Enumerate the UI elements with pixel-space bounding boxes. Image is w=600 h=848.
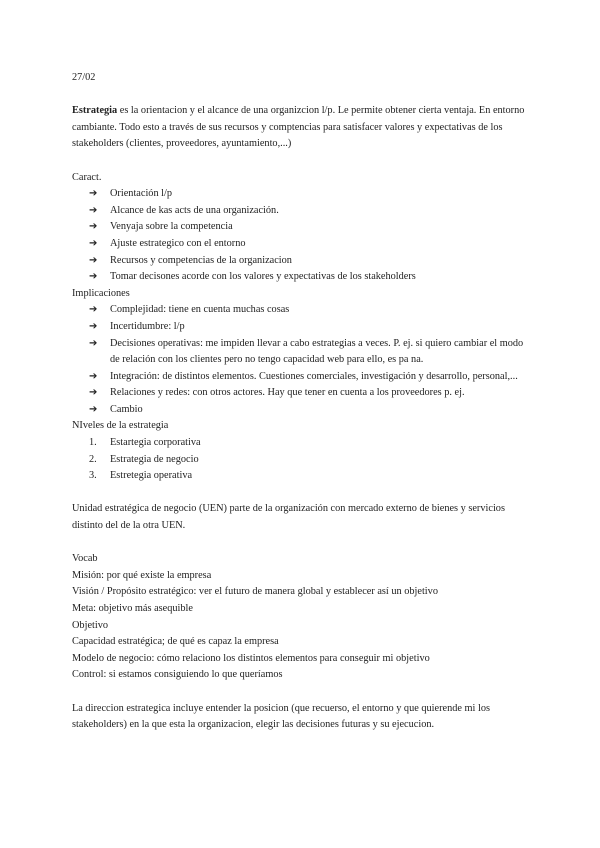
direccion-paragraph: La direccion estrategica incluye entender la posicion (que recuerso, el entorno y que quierende mi los stakeholders) en la que esta la organizacion, elegir las decisiones futuras y su ejecucion. — [72, 702, 490, 731]
definition-paragraph — [72, 103, 532, 153]
vocab-line: Modelo de negocio: cómo relaciono los distintos elementos para conseguir mi objetivo — [72, 652, 430, 664]
list-item: ➔ Relaciones y redes: con otros actores. Hay que tener en cuenta a los proveedores p. ej. — [72, 385, 532, 402]
list-item: ➔ Cambio — [72, 402, 532, 419]
list-item: ➔ Integración: de distintos elementos. Cuestiones comerciales, investigación y desarrollo, personal,... — [72, 369, 532, 386]
arrow-right-icon: ➔ — [89, 304, 98, 316]
arrow-right-icon: ➔ — [89, 204, 98, 216]
vocab-line: Visión / Propósito estratégico: ver el futuro de manera global y establecer así un objetivo — [72, 586, 438, 598]
caract-list — [72, 186, 532, 286]
uen-paragraph: Unidad estratégica de negocio (UEN) parte de la organización con mercado externo de bienes y servicios distinto del de la otra UEN. — [72, 503, 505, 532]
list-item: ➔ Orientación l/p — [72, 186, 532, 203]
list-item: 1. Estartegia corporativa — [89, 437, 201, 449]
arrow-right-icon: ➔ — [89, 403, 98, 415]
definition-text: es la orientacion y el alcance de una organizcion l/p. Le permite obtener cierta ventaja. En entorno cambiante. Todo esto a través de sus recursos y comptencias para satisfacer valores y expectativas de los stakeholders (clientes, proveedores, ayuntamiento,...) — [72, 105, 525, 150]
vocab-line: Objetivo — [72, 619, 109, 631]
list-item: ➔ Tomar decisones acorde con los valores y expectativas de los stakeholders — [72, 269, 532, 286]
list-item: ➔ Ajuste estrategico con el entorno — [72, 236, 532, 253]
document-content — [72, 70, 532, 734]
vocab-line: Meta: objetivo más asequible — [72, 603, 193, 614]
list-item: ➔ Decisiones operativas: me impiden llevar a cabo estrategias a veces. P. ej. si quiero cambiar el modo de relación con los clientes pero no tengo capacidad web para ello, es pa na. — [89, 337, 524, 366]
arrow-right-icon: ➔ — [89, 221, 98, 233]
vocab-line: Capacidad estratégica; de qué es capaz la empresa — [72, 636, 279, 648]
list-item: 3. Estretegia operativa — [89, 470, 193, 482]
arrow-right-icon: ➔ — [89, 271, 98, 283]
arrow-right-icon: ➔ — [89, 188, 98, 200]
caract-heading: Caract. — [72, 171, 102, 183]
implicaciones-heading: Implicaciones — [72, 287, 130, 299]
list-item: 2. Estrategia de negocio — [89, 453, 199, 465]
arrow-right-icon: ➔ — [89, 337, 98, 349]
arrow-right-icon: ➔ — [89, 320, 98, 332]
arrow-right-icon: ➔ — [89, 237, 98, 249]
vocab-line: Control: si estamos consiguiendo lo que queríamos — [72, 669, 283, 681]
niveles-heading: NIveles de la estrategia — [72, 420, 169, 432]
list-item: ➔ Alcance de kas acts de una organización. — [72, 203, 532, 220]
vocab-line: Misión: por qué existe la empresa — [72, 569, 212, 581]
list-item: ➔ Complejidad: tiene en cuenta muchas cosas — [72, 302, 532, 319]
implicaciones-list — [72, 302, 532, 418]
list-item: ➔ Recursos y competencias de la organizacion — [72, 253, 532, 270]
arrow-right-icon: ➔ — [89, 387, 98, 399]
arrow-right-icon: ➔ — [89, 370, 98, 382]
vocab-heading: Vocab — [72, 553, 98, 565]
niveles-list — [72, 435, 532, 485]
list-item: ➔ Venyaja sobre la competencia — [72, 219, 532, 236]
arrow-right-icon: ➔ — [89, 254, 98, 266]
date: 27/02 — [72, 72, 96, 83]
definition-term: Estrategia — [72, 105, 118, 117]
list-item: ➔ Incertidumbre: l/p — [72, 319, 532, 336]
